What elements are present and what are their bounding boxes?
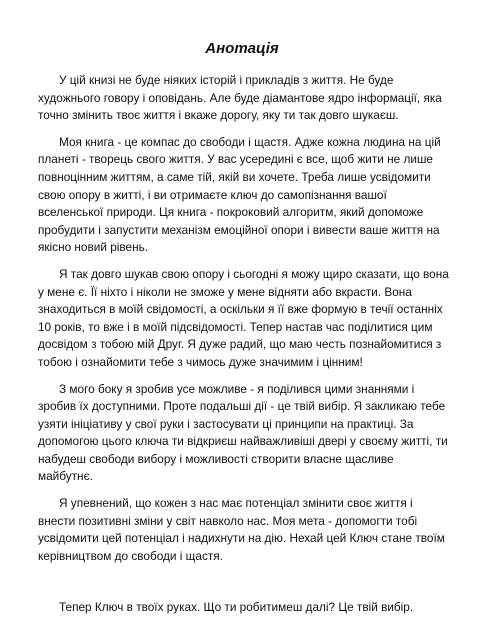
document-title: Анотація	[205, 40, 279, 57]
paragraph-4: З мого боку я зробив усе можливе - я поділився цими знаннями і зробив їх доступними. Проте подальші дії - це твій вибір. Я закликаю тебе узяти ініціативу у свої руки і застосувати ці принципи на практиці. За допомогою цього ключа ти відкриєш найважливіші двері у своєму житті, ти набудеш свободи вибору і можливості створити власне щасливе майбутнє.	[38, 381, 448, 484]
paragraph-2: Моя книга - це компас до свободи і щастя. Адже кожна людина на цій планеті - творець свого життя. У вас усередині є все, щоб жити не лише повноцінним життям, а саме тій, якій ви хочете. Треба лише усвідомити свою опору в житті, і ви отримаєте ключ до самопізнання вашої вселенської природи. Ця книга - покроковий алгоритм, який допоможе пробудити і запустити механізм емоційної опори і вивести ваше життя на якісно новий рівень.	[38, 134, 441, 255]
document-body	[38, 72, 450, 626]
paragraph-3: Я так довго шукав свою опору і сьогодні я можу щиро сказати, що вона у мене є. Її ніхто і ніколи не зможе у мене відняти або вкрасти. Вона знаходиться в моїй свідомості, а оскільки я її вже формую в течії останніх 10 років, то вже і в моїй підсвідомості. Тепер настав час поділитися цим досвідом з тобою мій Друг. Я дуже радий, що маю честь познайомитися з тобою і ознайомити тебе з чимось дуже значимим і цінним!	[38, 266, 449, 369]
paragraph-6: Тепер Ключ в твоїх руках. Що ти робитимеш далі? Це твій вибір.	[59, 600, 414, 615]
paragraph-5: Я упевнений, що кожен з нас має потенціал змінити своє життя і внести позитивні зміни у світ навколо нас. Моя мета - допомогти тобі усвідомити цей потенціал і надихнути на дію. Нехай цей Ключ стане твоїм керівництвом до свободи і щастя.	[38, 496, 445, 563]
paragraph-1: У цій книзі не буде ніяких історій і прикладів з життя. Не буде художнього говору і оповідань. Але буде діамантове ядро інформації, яка точно змінить твоє життя і вкаже дорогу, яку ти так довго шукаєш.	[38, 73, 442, 123]
